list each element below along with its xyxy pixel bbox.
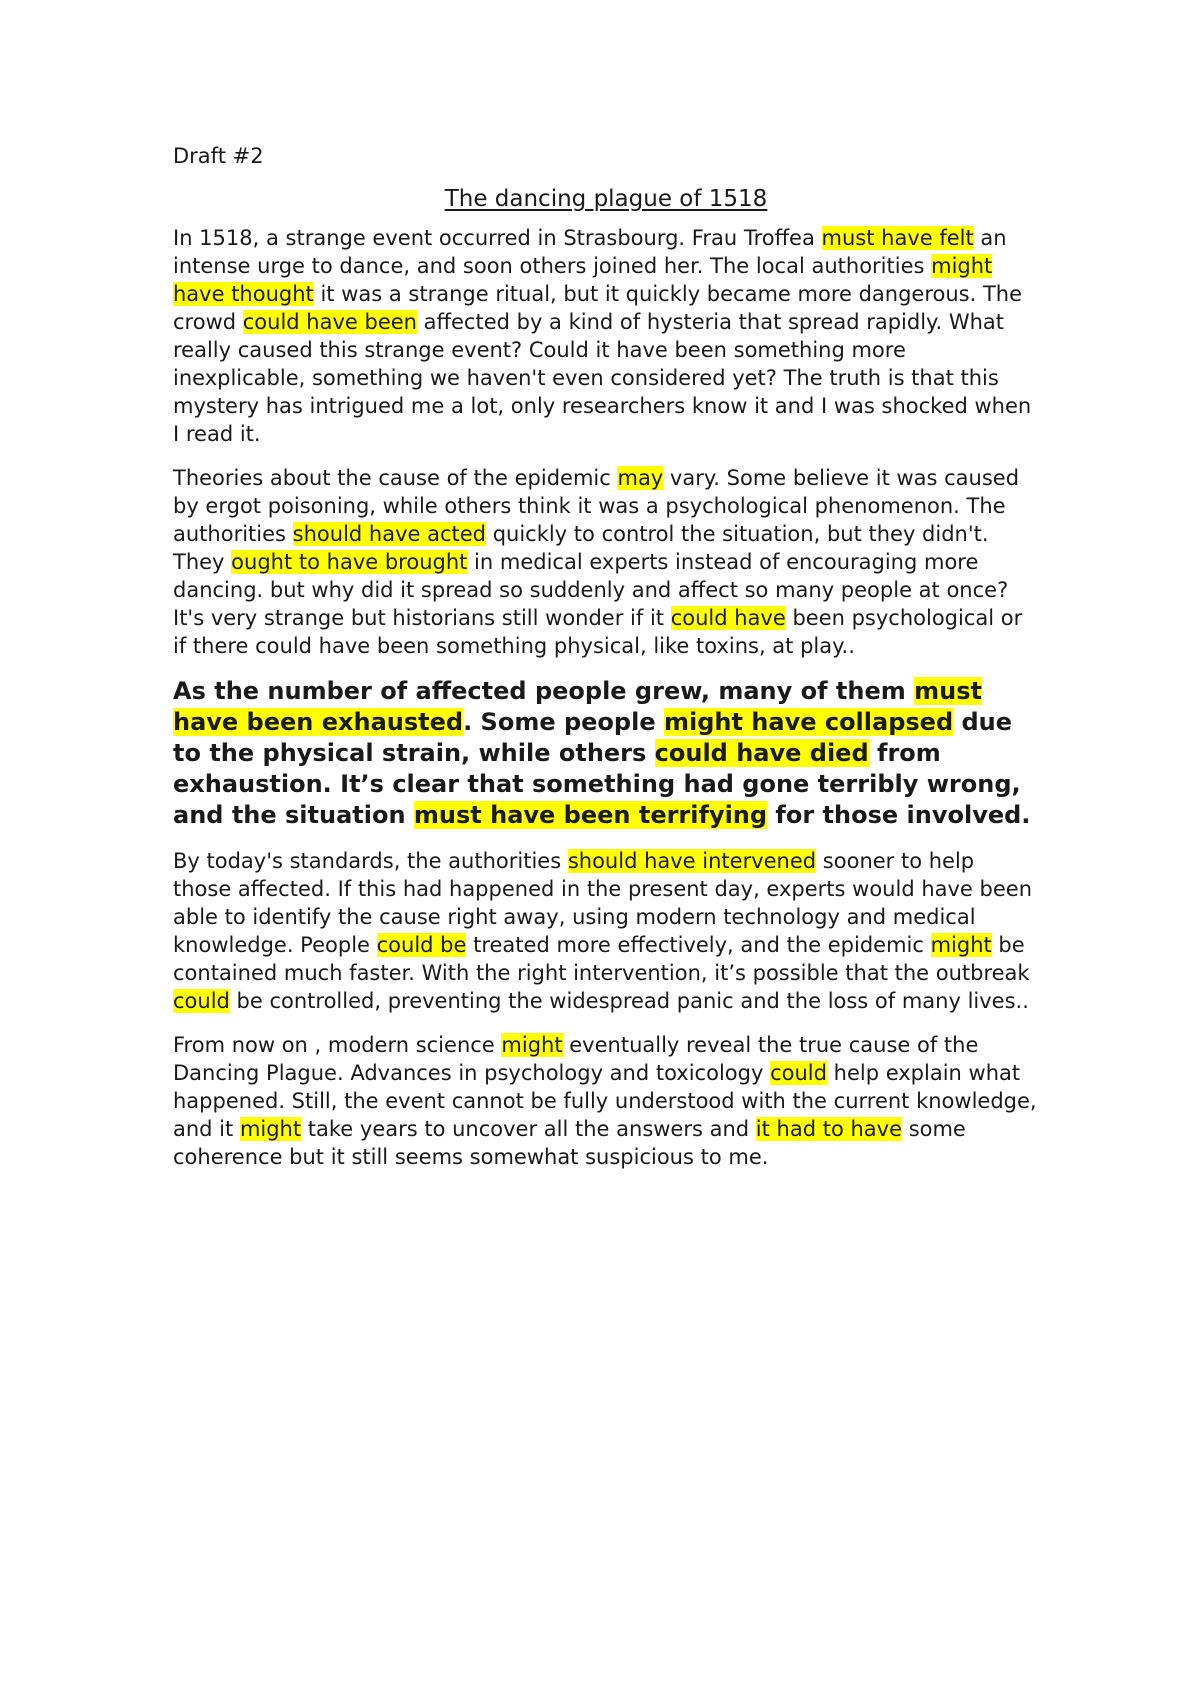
paragraph-text: quickly to control the situation, but they didn't. They: [173, 522, 989, 574]
paragraph-text: in medical experts instead of encouraging more dancing. but why did it spread so suddenly and affect so many people at once? It's very strange but historians still wonder if it: [173, 550, 1009, 630]
paragraph-text: vary. Some believe it was caused by ergot poisoning, while others think it was a psychological phenomenon. The authorities: [173, 466, 1020, 546]
highlighted-modal-phrase: it had to have: [755, 1117, 903, 1141]
highlighted-modal-phrase: might: [501, 1033, 563, 1057]
highlighted-modal-phrase: could have died: [654, 739, 869, 767]
highlighted-modal-phrase: could: [770, 1061, 827, 1085]
paragraph-text: sooner to help those affected. If this had happened in the present day, experts would have been able to identify the cause right away, using modern technology and medical knowledge. People: [173, 849, 1033, 957]
highlighted-modal-phrase: could have: [670, 606, 786, 630]
highlighted-modal-phrase: might have thought: [173, 254, 993, 306]
paragraph-3: [173, 676, 1039, 831]
highlighted-modal-phrase: might have collapsed: [663, 708, 954, 736]
paragraph-text: treated more effectively, and the epidemic: [466, 933, 931, 957]
paragraph-text: due to the physical strain, while others: [173, 708, 1013, 767]
highlighted-modal-phrase: should have acted: [292, 522, 487, 546]
paragraph-5: [173, 1031, 1039, 1171]
highlighted-modal-phrase: must have been exhausted: [173, 677, 982, 736]
highlighted-modal-phrase: should have intervened: [567, 849, 817, 873]
paragraph-text: . Some people: [463, 708, 664, 736]
paragraph-text: As the number of affected people grew, many of them: [173, 677, 915, 705]
paragraph-text: take years to uncover all the answers and: [301, 1117, 756, 1141]
paragraph-text: for those involved.: [767, 801, 1031, 829]
paragraph-text: be contained much faster. With the right intervention, it’s possible that the outbreak: [173, 933, 1030, 985]
paragraph-2: [173, 464, 1039, 660]
highlighted-modal-phrase: might: [930, 933, 992, 957]
highlighted-modal-phrase: may: [617, 466, 664, 490]
highlighted-modal-phrase: could have been: [242, 310, 417, 334]
paragraph-text: From now on , modern science: [173, 1033, 502, 1057]
paragraph-text: eventually reveal the true cause of the Dancing Plague. Advances in psychology and toxicology: [173, 1033, 979, 1085]
paragraph-list: [173, 224, 1039, 1171]
highlighted-modal-phrase: could: [173, 989, 230, 1013]
highlighted-modal-phrase: could be: [376, 933, 467, 957]
paragraph-text: some coherence but it still seems somewhat suspicious to me.: [173, 1117, 966, 1169]
paragraph-text: an intense urge to dance, and soon others joined her. The local authorities: [173, 226, 1007, 278]
paragraph-text: affected by a kind of hysteria that spread rapidly. What really caused this strange event? Could it have been something more inexplicable, something we haven't even considered yet? The truth is that this mystery has intrigued me a lot, only researchers know it and I was shocked when I read it.: [173, 310, 1032, 446]
draft-label: Draft #2: [173, 144, 264, 168]
paragraph-1: [173, 224, 1039, 448]
document-body: [173, 142, 1039, 1187]
document-title: The dancing plague of 1518: [444, 186, 768, 212]
paragraph-text: been psychological or if there could have been something physical, like toxins, at play..: [173, 606, 1023, 658]
paragraph-text: it was a strange ritual, but it quickly became more dangerous. The crowd: [173, 282, 1023, 334]
paragraph-4: [173, 847, 1039, 1015]
paragraph-text: from exhaustion. It’s clear that something had gone terribly wrong, and the situation: [173, 739, 1021, 829]
paragraph-text: In 1518, a strange event occurred in Strasbourg. Frau Troffea: [173, 226, 822, 250]
highlighted-modal-phrase: might: [239, 1117, 302, 1141]
highlighted-modal-phrase: must have been terrifying: [413, 801, 768, 829]
paragraph-text: By today's standards, the authorities: [173, 849, 568, 873]
paragraph-text: Theories about the cause of the epidemic: [173, 466, 618, 490]
highlighted-modal-phrase: must have felt: [821, 226, 974, 250]
paragraph-text: help explain what happened. Still, the event cannot be fully understood with the current knowledge, and it: [173, 1061, 1037, 1141]
highlighted-modal-phrase: ought to have brought: [231, 550, 468, 574]
paragraph-text: be controlled, preventing the widespread panic and the loss of many lives..: [229, 989, 1029, 1013]
